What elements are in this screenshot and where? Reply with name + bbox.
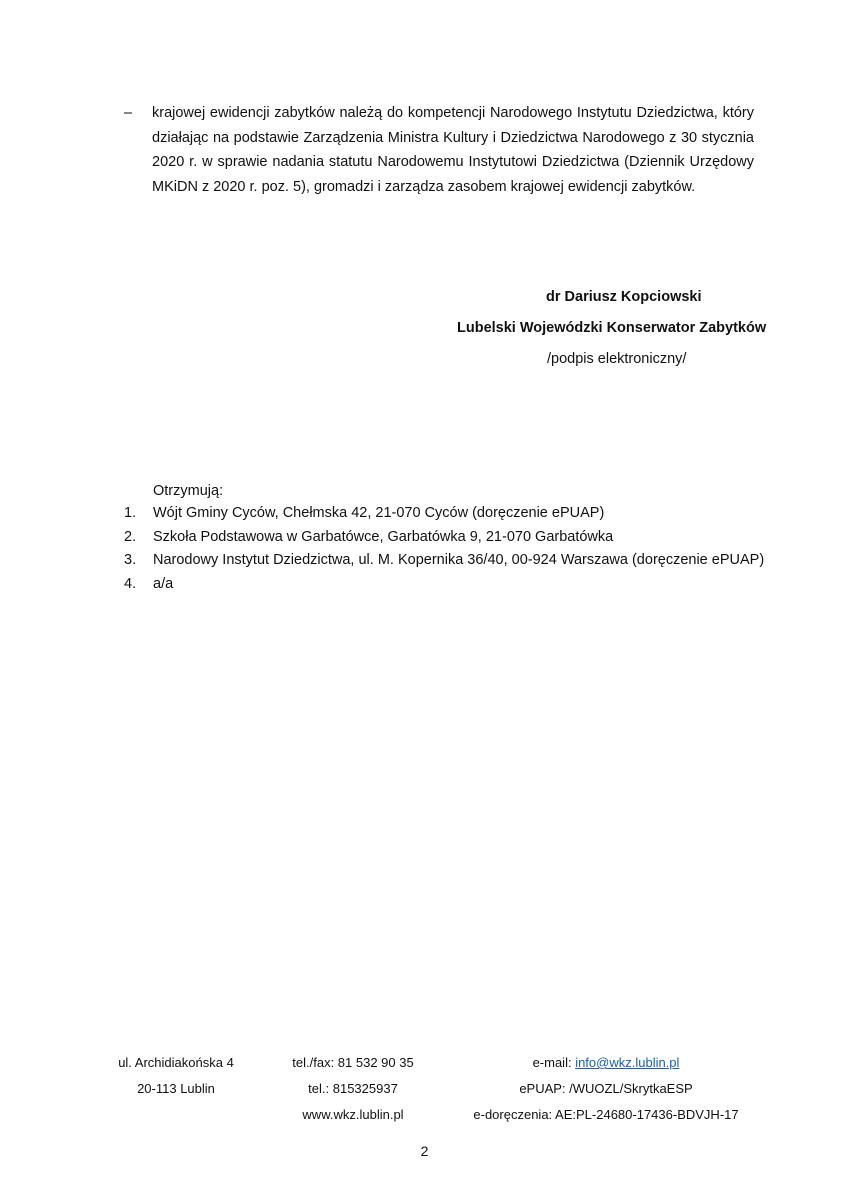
email-link[interactable]: info@wkz.lublin.pl [575,1055,680,1070]
footer-contact [272,1050,434,1128]
footer-website: www.wkz.lublin.pl [302,1107,404,1122]
signatory-role: Lubelski Wojewódzki Konserwator Zabytków [457,320,767,336]
body-paragraph: krajowej ewidencji zabytków należą do kompetencji Narodowego Instytutu Dziedzictwa, który działając na podstawie Zarządzenia Ministra Kultury i Dziedzictwa Narodowego z 30 stycznia 2020 r. w sprawie nadania statutu Narodowemu Instytutowi Dziedzictwa (Dziennik Urzędowy MKiDN z 2020 r. poz. 5), gromadzi i zarządza zasobem krajowej ewidencji zabytków. [152,105,754,195]
footer-e-delivery: e-doręczenia: AE:PL-24680-17436-BDVJH-17 [473,1107,739,1122]
bullet-paragraph [124,101,754,199]
footer-address [95,1050,257,1102]
list-item [124,549,804,573]
footer-phone: tel.: 815325937 [308,1081,398,1096]
footer-street: ul. Archidiakońska 4 [118,1055,234,1070]
bullet-dash: – [124,105,133,121]
recipients-list [124,502,804,596]
footer-email-line [458,1050,754,1076]
recipient-text: Szkoła Podstawowa w Garbatówce, Garbatówka 9, 21-070 Garbatówka [153,528,614,545]
recipient-text: a/a [153,575,174,592]
footer-epuap: ePUAP: /WUOZL/SkrytkaESP [519,1081,693,1096]
recipient-text: Wójt Gminy Cyców, Chełmska 42, 21-070 Cyców (doręczenie ePUAP) [153,505,605,521]
list-number: 1. [124,505,137,521]
signature-note: /podpis elektroniczny/ [547,351,687,367]
list-item [124,526,804,550]
recipient-text: Narodowy Instytut Dziedzictwa, ul. M. Kopernika 36/40, 00-924 Warszawa (doręczenie ePUAP) [153,552,765,568]
footer-email-label: e-mail: [532,1055,576,1070]
list-number: 3. [124,552,137,568]
list-item [124,502,804,526]
recipients-heading: Otrzymują: [153,483,224,499]
list-number: 2. [124,528,137,545]
signatory-name: dr Dariusz Kopciowski [546,289,702,305]
page-number: 2 [420,1143,429,1159]
list-number: 4. [124,575,137,592]
list-item [124,573,804,597]
footer-electronic [458,1050,754,1128]
footer-phone-fax: tel./fax: 81 532 90 35 [292,1055,414,1070]
footer-city: 20-113 Lublin [137,1081,215,1096]
